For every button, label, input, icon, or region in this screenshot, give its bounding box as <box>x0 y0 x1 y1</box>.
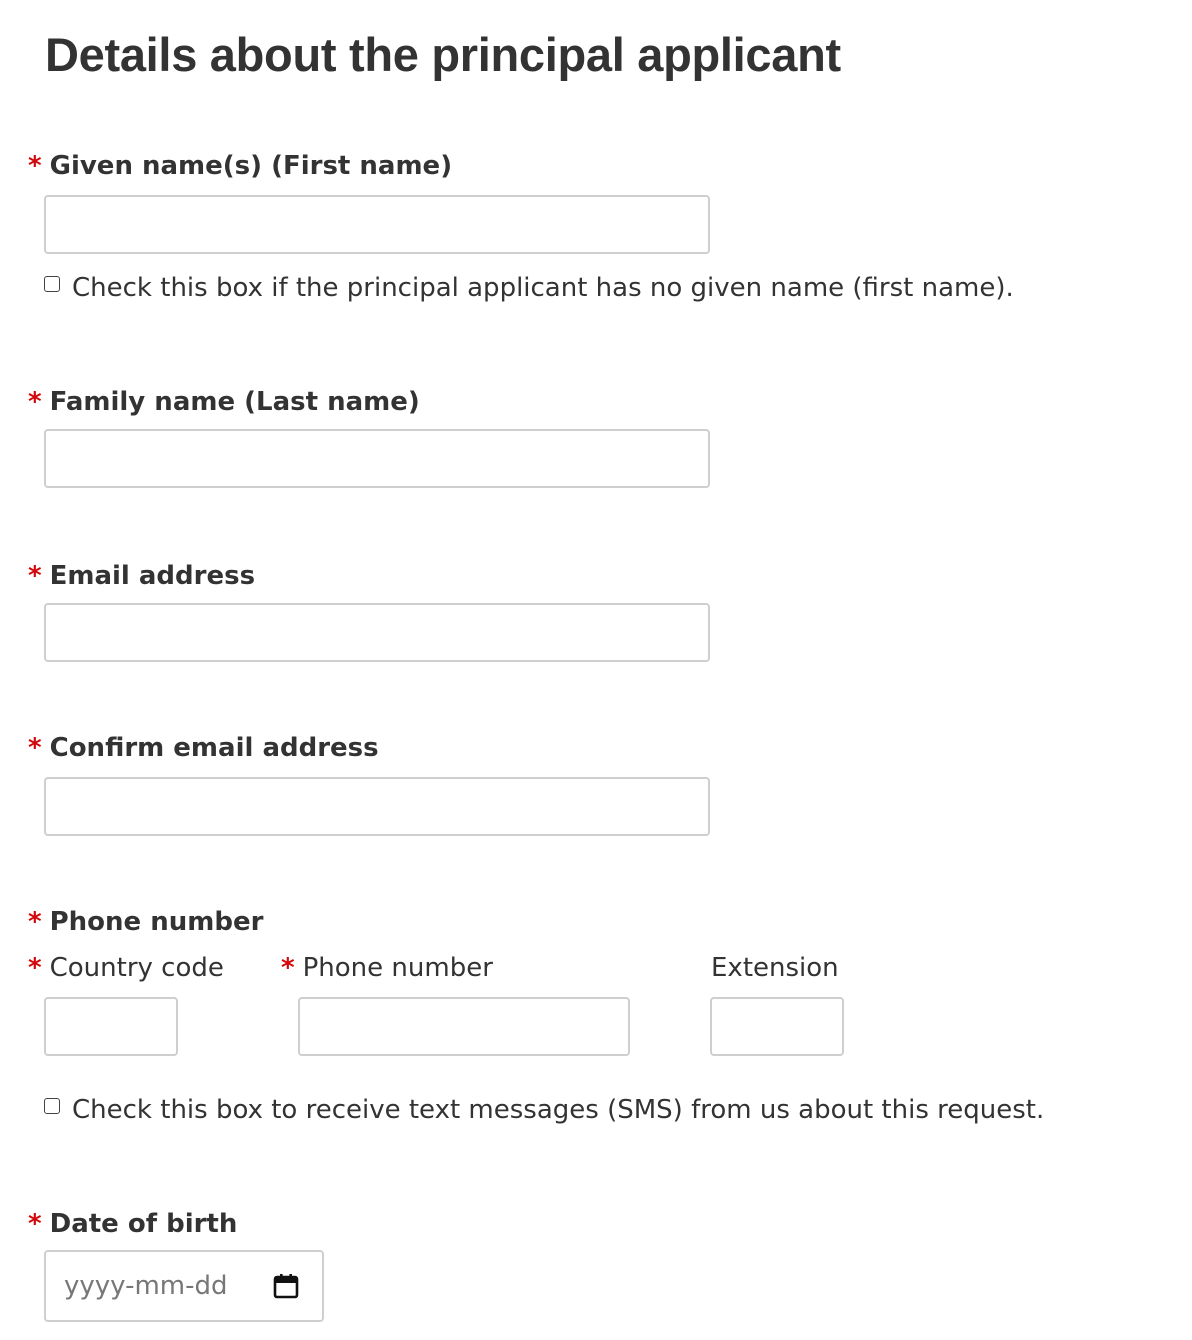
calendar-icon[interactable] <box>272 1272 300 1300</box>
sms-checkbox-row[interactable] <box>44 1094 1044 1128</box>
phone-group-label: * Phone number <box>28 907 264 937</box>
no-given-name-checkbox[interactable] <box>44 276 60 292</box>
required-asterisk: * <box>28 907 42 937</box>
no-given-name-checkbox-label: Check this box if the principal applicant has no given name (first name). <box>72 273 1014 303</box>
given-name-input[interactable] <box>44 195 710 254</box>
required-asterisk: * <box>28 151 42 181</box>
country-code-input[interactable] <box>44 997 178 1056</box>
given-name-label: * Given name(s) (First name) <box>28 151 453 181</box>
extension-input[interactable] <box>710 997 844 1056</box>
required-asterisk: * <box>28 1209 42 1239</box>
page-title: Details about the principal applicant <box>45 28 841 81</box>
no-given-name-checkbox-row[interactable] <box>44 272 1014 306</box>
country-code-label: * Country code <box>28 953 224 983</box>
required-asterisk: * <box>28 561 42 591</box>
phone-number-input[interactable] <box>298 997 630 1056</box>
required-asterisk: * <box>28 387 42 417</box>
required-asterisk: * <box>28 733 42 763</box>
family-name-label: * Family name (Last name) <box>28 387 420 417</box>
email-input[interactable] <box>44 603 710 662</box>
email-label: * Email address <box>28 561 256 591</box>
required-asterisk: * <box>28 953 42 983</box>
phone-number-label: * Phone number <box>281 953 493 983</box>
date-of-birth-placeholder: yyyy-mm-dd <box>64 1271 228 1301</box>
sms-checkbox[interactable] <box>44 1098 60 1114</box>
confirm-email-label: * Confirm email address <box>28 733 379 763</box>
extension-label: Extension <box>711 953 839 983</box>
sms-checkbox-label: Check this box to receive text messages (SMS) from us about this request. <box>72 1095 1045 1125</box>
date-of-birth-input[interactable] <box>44 1250 324 1322</box>
family-name-input[interactable] <box>44 429 710 488</box>
required-asterisk: * <box>281 953 295 983</box>
date-of-birth-label: * Date of birth <box>28 1209 238 1239</box>
confirm-email-input[interactable] <box>44 777 710 836</box>
